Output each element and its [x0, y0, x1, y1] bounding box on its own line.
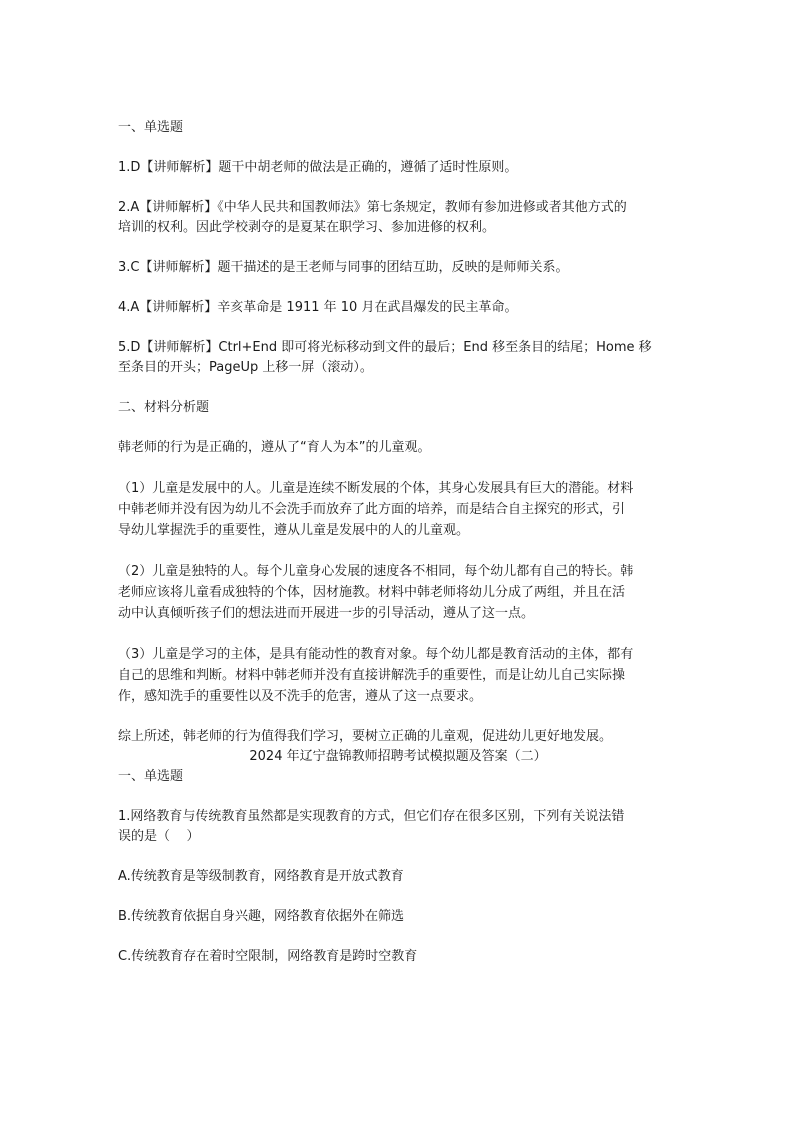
exam-title: 2024 年辽宁盘锦教师招聘考试模拟题及答案（二）	[249, 749, 547, 764]
question-1-line-1: 1.网络教育与传统教育虽然都是实现教育的方式，但它们存在很多区别，下列有关说法错	[118, 809, 625, 824]
answer-5	[118, 338, 678, 378]
analysis-point-3-line-2: 自己的思维和判断。材料中韩老师并没有直接讲解洗手的重要性，而是让幼儿自己实际操	[118, 668, 626, 683]
answer-2-line-1: 2.A【讲师解析】《中华人民共和国教师法》第七条规定，教师有参加进修或者其他方式的	[118, 200, 627, 215]
analysis-point-3	[118, 644, 678, 707]
analysis-point-1-line-1: （1）儿童是发展中的人。儿童是连续不断发展的个体，其身心发展具有巨大的潜能。材料	[118, 481, 634, 496]
analysis-point-1-line-2: 中韩老师并没有因为幼儿不会洗手而放弃了此方面的培养，而是结合自主探究的形式，引	[118, 502, 626, 517]
exam-section-heading-single-choice: 一、单选题	[118, 769, 184, 784]
analysis-intro: 韩老师的行为是正确的，遵从了“育人为本”的儿童观。	[118, 440, 431, 455]
analysis-point-3-line-1: （3）儿童是学习的主体，是具有能动性的教育对象。每个幼儿都是教育活动的主体，都有	[118, 647, 634, 662]
answer-4: 4.A【讲师解析】辛亥革命是 1911 年 10 月在武昌爆发的民主革命。	[118, 300, 518, 315]
analysis-point-1-line-3: 导幼儿掌握洗手的重要性，遵从儿童是发展中的人的儿童观。	[118, 523, 470, 538]
question-1-line-2: 误的是（ ）	[118, 829, 200, 844]
answer-1: 1.D【讲师解析】题干中胡老师的做法是正确的，遵循了适时性原则。	[118, 160, 518, 175]
answer-2-line-2: 培训的权利。因此学校剥夺的是夏某在职学习、参加进修的权利。	[118, 220, 496, 235]
analysis-point-1	[118, 478, 678, 541]
option-b: B.传统教育依据自身兴趣，网络教育依据外在筛选	[118, 909, 405, 924]
analysis-point-2-line-3: 动中认真倾听孩子们的想法进而开展进一步的引导活动，遵从了这一点。	[118, 606, 535, 621]
section-heading-material-analysis: 二、材料分析题	[118, 400, 210, 415]
question-1	[118, 807, 678, 847]
answer-3: 3.C【讲师解析】题干描述的是王老师与同事的团结互助，反映的是师师关系。	[118, 260, 569, 275]
option-a: A.传统教育是等级制教育，网络教育是开放式教育	[118, 869, 404, 884]
analysis-point-2-line-1: （2）儿童是独特的人。每个儿童身心发展的速度各不相同，每个幼儿都有自己的特长。韩	[118, 564, 634, 579]
answer-5-line-1: 5.D【讲师解析】Ctrl+End 即可将光标移动到文件的最后；End 移至条目的结尾；Home 移	[118, 340, 652, 355]
answer-5-line-2: 至条目的开头；PageUp 上移一屏（滚动）。	[118, 360, 373, 375]
section-heading-single-choice: 一、单选题	[118, 120, 184, 135]
document-page	[118, 118, 678, 967]
answer-2	[118, 198, 678, 238]
analysis-point-2-line-2: 老师应该将儿童看成独特的个体，因材施教。材料中韩老师将幼儿分成了两组，并且在活	[118, 585, 626, 600]
analysis-point-3-line-3: 作，感知洗手的重要性以及不洗手的危害，遵从了这一点要求。	[118, 689, 483, 704]
analysis-conclusion: 综上所述，韩老师的行为值得我们学习，要树立正确的儿童观，促进幼儿更好地发展。	[118, 729, 613, 744]
option-c: C.传统教育存在着时空限制，网络教育是跨时空教育	[118, 949, 418, 964]
analysis-point-2	[118, 561, 678, 624]
